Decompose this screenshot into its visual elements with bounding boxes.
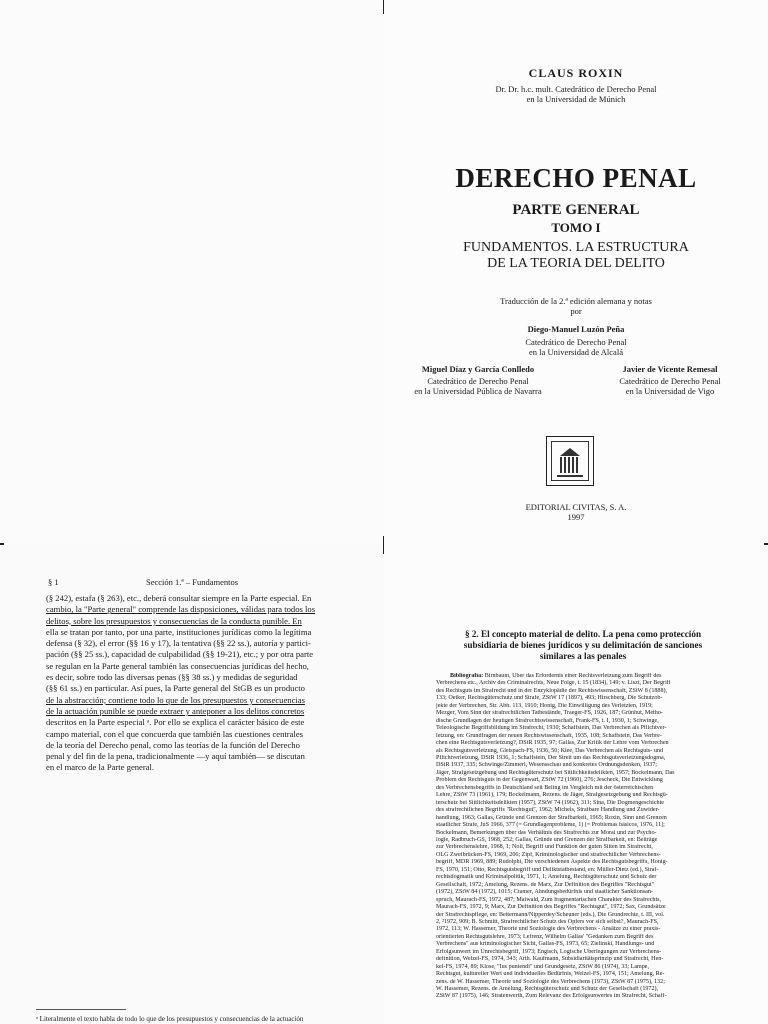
bibliography-line: Bockelmann, Bemerkungen über das Verhältnis des Strafrechts zur Moral und zur Psycho- [436,829,657,836]
body-line: en el marco de la Parte general. [46,762,155,773]
bibliography-line: rechtsdogmatik und Kriminalpolitik, 1971, 1; Amelung, Rechtsgüterschutz und Schutz der [436,874,657,881]
translator-main-affiliation-1: Catedrático de Derecho Penal [525,337,627,347]
book-title: DERECHO PENAL [455,163,697,193]
bibliography-line: Verbrechens etc., Archiv des Criminalrechts, Neue Folge, t. 15 (1834), 149; v. Liszt, Der Begriff [436,680,671,687]
translator-right-affiliation-2: en la Universidad de Vigo [625,386,715,396]
bibliography-line: chen eine Rechtsgutsverletzung?, DStR 1935, 97; Gallas, Zur Kritik der Lehre vom Verbrechen [436,740,669,747]
bibliography-line: zur Verbrechenslehre, 1968, 1; Noll, Begriff und Funktion der guten Sitten im Strafrecht, [436,844,653,851]
bibliography-line: als Rechtsgutsverletzung, Gleispach-FS, 1936, 50; Klee, Das Verbrechen als Rechtsguts- und [436,747,664,754]
edge-mark-right [764,543,768,545]
book-subtitle: PARTE GENERAL [512,202,640,218]
bibliography-line: Gesellschaft, 1972; Amelung, Rezens. de Marx, Zur Definition des Begriffes "Rechtsgut" [436,881,655,888]
bibliography-line: letzung, en: Grundfragen der neuen Rechtswissenschaft, 1935, 108; Schaffstein, Das Verbre- [436,732,662,739]
blank-verso-page [0,0,384,545]
bibliography-block [436,673,728,1001]
footnote-divider [36,1009,126,1010]
bibliography-line: jekte der Verbrechen, Str. Abh. 113, 1910; Honig, Die Einwilligung des Verletzten, 1919; [436,702,653,709]
bibliography-line: 1972, 113; W. Hassemer, Theorie und Soziologie des Verbrechens - Ansätze zu einer praxis- [436,926,661,933]
translation-note-line-2: por [570,306,582,316]
bibliography-line: des Rechtsguts im Strafrecht und in der Enzyklopädie der Rechtswissenschaft, ZStW 8 (1888), [436,687,668,694]
bibliography-line: Lehre, ZStW 73 (1961), 179; Bockelmann, Rezens. de Jäger, Strafgesetzgebung und Rechtsgü- [436,792,668,799]
text-page-left [0,545,384,1024]
body-line: se regulan en la Parte general también las consecuencias jurídicas del hecho, [46,660,309,671]
body-line: campo material, con el que concuerda que también las cuestiones centrales [46,728,303,739]
translator-main-affiliation-2: en la Universidad de Alcalá [529,347,623,357]
section-heading-line: similares a las penales [539,651,627,661]
bibliography-line: Bibliografía: Birnbaum, Über das Erfordernis einer Rechtsverletzung zum Begriff des [450,673,662,679]
body-line: de la teoría del Derecho penal, como las teorías de la función del Derecho [46,739,300,750]
gutter-mark-middle [383,536,384,554]
bibliography-line: Verbrechens" aus kriminologischer Sicht, Gallas-FS, 1973, 65; Zielinski, Handlungs- und [436,941,655,948]
translator-right-affiliation-1: Catedrático de Derecho Penal [619,376,721,386]
bibliography-line: W. Hassemer, Rezens. de Amelung, Rechtsgüterschutz und Schutz der Gesellschaft (1972), [436,986,659,993]
bibliography-line: des strafrechtlichen Begriffs "Rechtsgut", 1962; Michels, Strafbare Handlung und Zuwider- [436,807,660,814]
text-page-right [384,545,768,1024]
bibliography-line: Maurach-FS, 1972, 9; Marx, Zur Definition des Begriffes "Rechtsgut", 1972; Sax, Grundsätze [436,904,666,911]
bibliography-line: zens. de W. Hassemer, Theorie und Soziologie des Verbrechens (1973), ZStW 87 (1975), 132; [436,978,665,985]
bibliography-line: orientierten Rechtsgutslehre, 1973; Lefrenz, Wilhelm Gallas' "Gedanken zum Begriff des [436,933,654,940]
body-line: pación (§§ 25 ss.), capacidad de culpabilidad (§§ 19-21), etc.; y por otra parte [46,649,314,660]
section-heading-line: subsidiaria de bienes jurídicos y su delimitación de sanciones [463,640,703,650]
title-page [384,0,768,545]
bibliography-line: logie, Radbruch-GS, 1968, 252; Gallas, Gründe und Grenzen der Strafbarkeit, en: Beiträge [436,836,658,843]
bibliography-line: Jäger, Strafgesetzgebung und Rechtsgüterschutz bei Sittlichkeitsdelikten, 1957; Bockelmann, Das [436,769,675,776]
bibliography-line: spruch, Maurach-FS, 1972, 487; Maiwald, Zum fragmentarischen Charakter des Strafrechts, [436,896,662,903]
bibliography-line: 2, ²1972, 909; B. Schmitt, Strafrechtlicher Schutz des Opfers vor sich selbst?, Maurach-FS, [436,918,659,925]
book-topic-line-1: FUNDAMENTOS. LA ESTRUCTURA [463,240,689,255]
bibliography-line: OLG Zweibrücken-FS, 1969, 206; Zipf, Kriminologischer und strafrechtlicher Verbrechens- [436,851,661,858]
translator-left-affiliation-1: Catedrático de Derecho Penal [427,376,529,386]
book-volume: TOMO I [551,220,601,235]
section-mark: § 1 [48,577,59,587]
bibliography-line: staatlicher Strafe, JuS 1966, 377 (= Grundlagenprobleme, 1) [= Problemas básicos, 1976, 11]; [436,822,665,829]
translator-main-name: Diego-Manuel Luzón Peña [527,324,625,334]
body-line: de la actuación punible se puede extraer y anteponer a los delitos concretos [46,705,305,716]
bibliography-line: der Strafrechtspflege, en: Bettermann/Nipperdey/Scheuner (eds.), Die Grundrechte, t. III, vol. [436,911,665,918]
translator-left-affiliation-2: en la Universidad Pública de Navarra [414,386,542,396]
bibliography-line: kel-FS, 1974, 89; Klose, "Ius puniendi" und Grundgesetz, ZStW 86 (1974), 33; Lampe, [436,963,650,970]
bibliography-line: definition, Welzel-FS, 1974, 343; Arth. Kaufmann, Subsidiaritätsprinzip und Strafrecht, Hen- [436,956,664,963]
running-head: Sección 1.ª – Fundamentos [146,577,239,587]
bibliography-line: Rechtsgut, kultureller Wert und individuelles Bedürfnis, Welzel-FS, 1974, 151; Amelung, Re- [436,971,665,978]
bibliography-line: Pflichtverletzung, DStR 1936, 1; Schaffstein, Der Streit um das Rechtsgutsverletzungsdogma, [436,754,666,761]
translator-right-name: Javier de Vicente Remesal [622,364,718,374]
body-line: descritos en la Parte especial ᵃ. Por ello se explica el carácter básico de este [46,717,305,728]
body-line: cambio, la "Parte general" comprende las disposiciones, válidas para todos los [46,604,316,615]
bibliography-line: terschutz bei Sittlichkeitsdelikten (1957), ZStW 74 (1962), 311; Sina, Die Dogmengeschichte [436,799,664,806]
bibliography-line: dische Grundlagen der heutigen Strafrechtswissenschaft, Frank-FS, t. I, 1930, 1; Schwinge, [436,717,659,724]
bibliography-label: Bibliografía: [450,673,484,679]
gutter-mark-top [383,0,384,14]
bibliography-line: DStR 1937, 335; Schwinge/Zimmerl, Wesensschau und konkretes Ordnungsdenken, 1937; [436,762,657,769]
body-line: (§§ 61 ss.) en particular. Así pues, la Parte general del StGB es un producto [46,683,305,694]
author-affiliation-line-2: en la Universidad de Múnich [526,94,626,104]
author-affiliation-line-1: Dr. Dr. h.c. mult. Catedrático de Derecho Penal [495,84,657,94]
body-line: defensa (§ 32), el error (§§ 16 y 17), la tentativa (§§ 22 ss.), autoría y partici- [46,638,311,649]
publisher-logo-icon [546,436,594,486]
body-line: es decir, sobre todo las diversas penas (§§ 38 ss.) y medidas de seguridad [46,672,298,683]
edge-mark-left [0,543,4,545]
author-name: CLAUS ROXIN [528,66,624,80]
footnote: ᵃ Literalmente el texto habla de todo lo que de los presupuestos y consecuencias de la actuación [36,1015,304,1023]
body-line: de la abstracción; contiene todo lo que de los presupuestos y consecuencias [46,694,305,705]
book-topic-line-2: DE LA TEORIA DEL DELITO [487,256,665,271]
section-heading-line: § 2. El concepto material de delito. La pena como protección [464,629,702,639]
bibliography-line: des Verbrechensbegriffs in Deutschland seit Beling im Vergleich mit der österreichischen [436,784,654,791]
bibliography-line: ZStW 87 (1975), 146; Stratenwerth, Zum Relevanz des Erfolgsunwertes im Strafrecht, Schaff- [436,993,667,1000]
bibliography-line: 133; Oetker, Rechtsgüterschutz und Strafe, ZStW 17 (1897), 493; Hirschberg, Die Schutzob- [436,695,663,702]
section-heading [440,629,726,662]
bibliography-line: Mezger, Vom Sinn der strafrechtlichen Tatbestände, Traeger-FS, 1926, 187; Grünhut, Metho- [436,710,663,717]
translator-left-name: Miguel Díaz y García Conlledo [421,364,535,374]
body-line: penal y del fin de la pena, tradicionalmente —y aquí también— se discutan [46,751,305,762]
bibliography-line: Problem des Rechtsguts in der Gegenwart, ZStW 72 (1960), 276; Jescheck, Die Entwicklung [436,777,663,784]
publication-year: 1997 [567,512,585,522]
bibliography-line: (1972), ZStW 84 (1972), 1015; Cramer, Ahndungsbedürfnis und staatlicher Sanktionsan- [436,889,653,896]
bibliography-line: Teleologische Begriffsbildung im Strafrecht, 1930; Schaffstein, Das Verbrechen als Pflichtver- [436,725,667,732]
bibliography-line: FS, 1970, 151; Otto, Rechtsgutsbegriff und Deliktstatbestand, en: Müller-Dietz (ed.), Straf- [436,866,659,873]
bibliography-line: Erfolgsunwert im Unrechtsbegriff, 1973; Engisch, Logische Überlegungen zur Verbrechens- [436,948,662,955]
body-line: ella se tratan por tanto, por una parte, instituciones jurídicas como la legítima [46,626,312,637]
bibliography-line: handlung, 1963; Gallas, Gründe und Grenzen der Strafbarkeit, 1965; Roxin, Sinn und Grenzen [436,814,667,821]
translation-note-line-1: Traducción de la 2.ª edición alemana y notas [500,296,652,306]
body-line: delitos, sobre los presupuestos y consecuencias de la conducta punible. En [46,615,302,626]
body-line: (§ 242), estafa (§ 263), etc., deberá consultar siempre en la Parte especial. En [46,593,312,603]
publisher-name: EDITORIAL CIVITAS, S. A. [525,502,627,512]
body-paragraph [46,593,342,774]
bibliography-line: begriff, MDR 1969, 889; Rudolphi, Die verschiedenen Aspekte des Rechtsgutsbegriffs, Honig- [436,859,668,866]
